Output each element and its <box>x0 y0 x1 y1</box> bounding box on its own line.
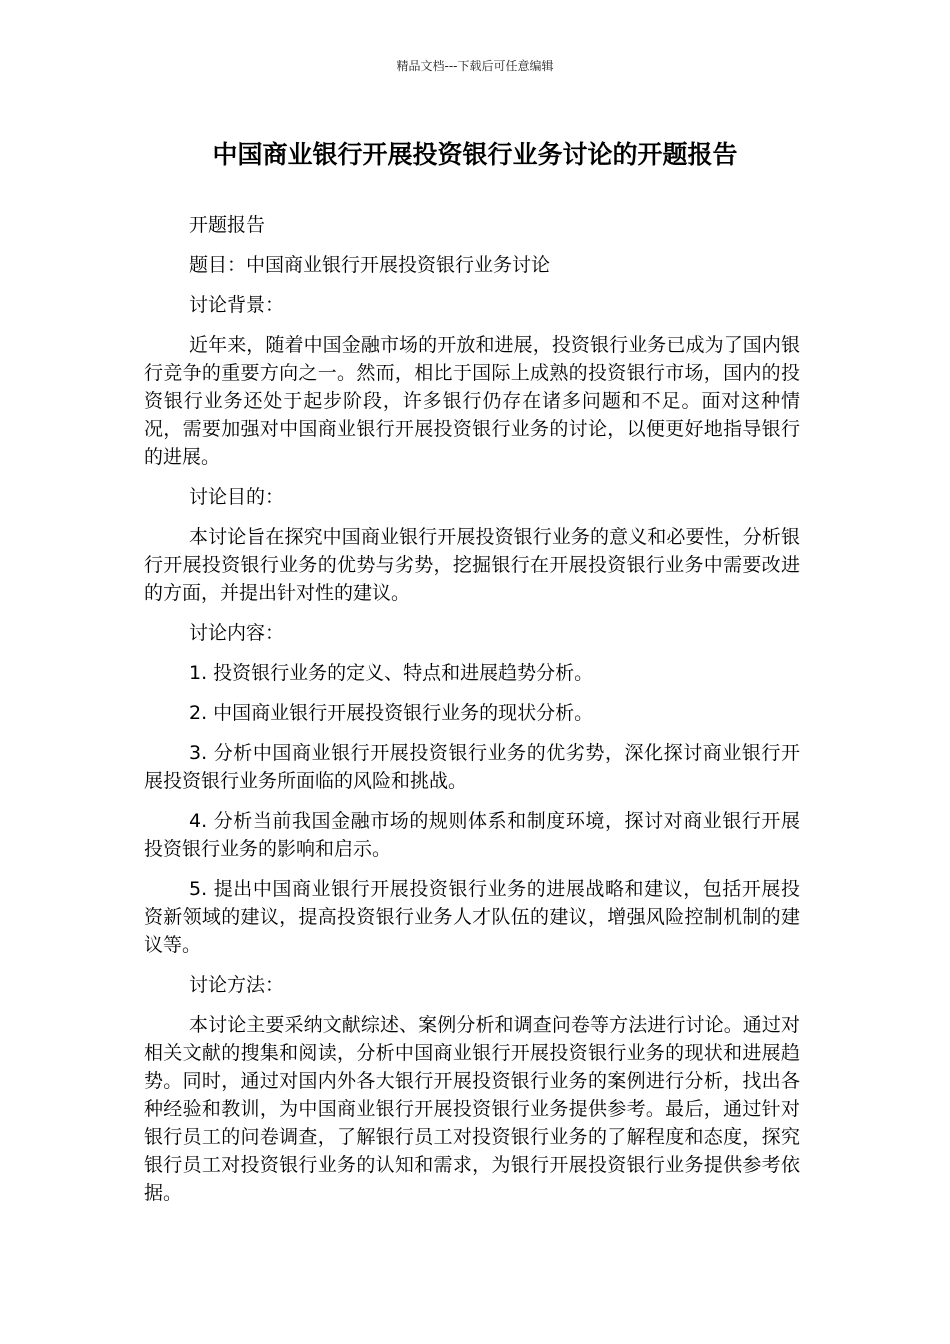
section-heading-purpose: 讨论目的： <box>189 486 285 508</box>
paragraph-label-report: 开题报告 <box>189 214 266 236</box>
page-header: 精品文档---下载后可任意编辑 <box>396 59 554 73</box>
document-body <box>144 211 800 1219</box>
paragraph-background: 近年来，随着中国金融市场的开放和进展，投资银行业务已成为了国内银行竞争的重要方向之一。然而，相比于国际上成熟的投资银行市场，国内的投资银行业务还处于起步阶段，许多银行仍存在诸多问题和不足。面对这种情况，需要加强对中国商业银行开展投资银行业务的讨论，以便更好地指导银行的进展。 <box>144 334 800 468</box>
paragraph-purpose: 本讨论旨在探究中国商业银行开展投资银行业务的意义和必要性，分析银行开展投资银行业务的优势与劣势，挖掘银行在开展投资银行业务中需要改进的方面，并提出针对性的建议。 <box>144 526 800 604</box>
section-heading-content: 讨论内容： <box>189 622 285 644</box>
list-item-content-4: 4. 分析当前我国金融市场的规则体系和制度环境，探讨对商业银行开展投资银行业务的影响和启示。 <box>144 810 800 860</box>
section-heading-background: 讨论背景： <box>189 294 285 316</box>
paragraph-topic: 题目：中国商业银行开展投资银行业务讨论 <box>189 254 551 276</box>
list-item-content-1: 1. 投资银行业务的定义、特点和进展趋势分析。 <box>189 662 594 684</box>
list-item-content-2: 2. 中国商业银行开展投资银行业务的现状分析。 <box>189 702 594 724</box>
list-item-content-5: 5. 提出中国商业银行开展投资银行业务的进展战略和建议，包括开展投资新领域的建议，提高投资银行业务人才队伍的建议，增强风险控制机制的建议等。 <box>144 878 800 956</box>
document-title: 中国商业银行开展投资银行业务讨论的开题报告 <box>212 140 738 169</box>
list-item-content-3: 3. 分析中国商业银行开展投资银行业务的优劣势，深化探讨商业银行开展投资银行业务所面临的风险和挑战。 <box>144 742 800 792</box>
section-heading-method: 讨论方法： <box>189 974 285 996</box>
paragraph-method: 本讨论主要采纳文献综述、案例分析和调查问卷等方法进行讨论。通过对相关文献的搜集和阅读，分析中国商业银行开展投资银行业务的现状和进展趋势。同时，通过对国内外各大银行开展投资银行业务的案例进行分析，找出各种经验和教训，为中国商业银行开展投资银行业务提供参考。最后，通过针对银行员工的问卷调查，了解银行员工对投资银行业务的了解程度和态度，探究银行员工对投资银行业务的认知和需求，为银行开展投资银行业务提供参考依据。 <box>144 1014 800 1204</box>
